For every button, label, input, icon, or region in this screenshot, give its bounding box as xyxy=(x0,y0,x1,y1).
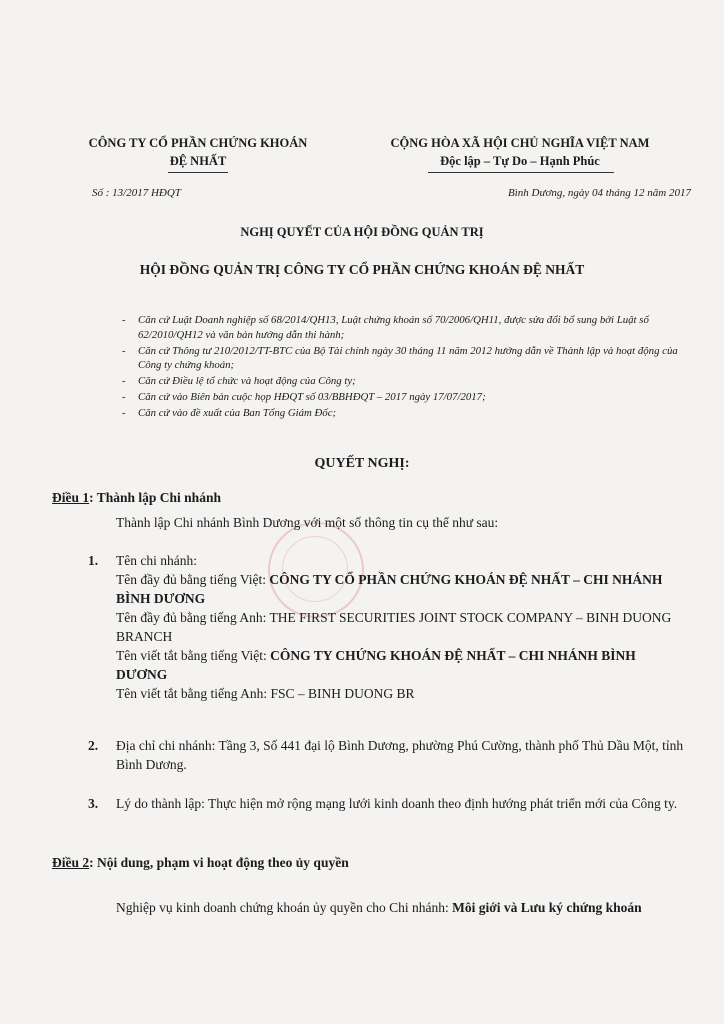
motto-underline xyxy=(428,172,614,173)
legal-basis-item: - Căn cứ vào Biên bản cuộc họp HĐQT số 03/BBHĐQT – 2017 ngày 17/07/2017; xyxy=(122,390,682,405)
article2-services: Môi giới và Lưu ký chứng khoán xyxy=(452,900,642,915)
legal-basis-item: - Căn cứ vào đề xuất của Ban Tổng Giám Đốc; xyxy=(122,406,682,421)
article2-heading xyxy=(52,855,349,871)
legal-basis-item: - Căn cứ Điều lệ tổ chức và hoạt động của Công ty; xyxy=(122,374,682,389)
establishment-reason: Lý do thành lập: Thực hiện mở rộng mạng lưới kinh doanh theo định hướng phát triển mới của Công ty. xyxy=(116,796,678,811)
article2-title: : Nội dung, phạm vi hoạt động theo ủy quyền xyxy=(89,855,349,870)
company-name-line2: ĐỆ NHẤT xyxy=(169,154,227,168)
article2-label: Điều 2 xyxy=(52,855,90,870)
company-name-line1: CÔNG TY CỔ PHẦN CHỨNG KHOÁN xyxy=(88,136,308,150)
article1-title: : Thành lập Chi nhánh xyxy=(89,490,221,505)
board-title: HỘI ĐỒNG QUẢN TRỊ CÔNG TY CỔ PHẦN CHỨNG KHOÁN ĐỆ NHẤT xyxy=(139,262,585,277)
company-header xyxy=(78,134,318,170)
branch-name-block xyxy=(116,551,686,703)
short-name-vi-value: CÔNG TY CHỨNG KHOÁN ĐỆ NHẤT – CHI NHÁNH BÌNH DƯƠNG xyxy=(116,648,636,682)
full-name-vietnamese xyxy=(116,570,686,608)
legal-basis-item: - Căn cứ Thông tư 210/2012/TT-BTC của Bộ Tài chính ngày 30 tháng 11 năm 2012 hướng dẫn về Thành lập và hoạt động của Công ty chứng khoán; xyxy=(122,344,682,373)
nation-name: CỘNG HÒA XÃ HỘI CHỦ NGHĨA VIỆT NAM xyxy=(390,136,650,150)
full-name-vi-label: Tên đầy đủ bằng tiếng Việt: xyxy=(116,572,270,587)
item-number: 1. xyxy=(88,553,99,568)
short-name-vietnamese xyxy=(116,646,686,684)
article1-intro: Thành lập Chi nhánh Bình Dương với một số thông tin cụ thể như sau: xyxy=(116,515,499,530)
company-underline xyxy=(168,172,228,173)
resolution-title: NGHỊ QUYẾT CỦA HỘI ĐỒNG QUẢN TRỊ xyxy=(240,225,484,239)
nation-motto: Độc lập – Tự Do – Hạnh Phúc xyxy=(440,154,600,168)
decision-heading: QUYẾT NGHỊ: xyxy=(314,456,410,471)
branch-name-heading: Tên chi nhánh: xyxy=(116,553,197,568)
nation-header xyxy=(352,134,688,170)
document-number: Số : 13/2017 HĐQT xyxy=(92,187,181,199)
document-date: Bình Dương, ngày 04 tháng 12 năm 2017 xyxy=(508,187,691,199)
short-name-vi-label: Tên viết tắt bằng tiếng Việt: xyxy=(116,648,271,663)
item-number: 2. xyxy=(88,738,99,753)
full-name-vi-value: CÔNG TY CỔ PHẦN CHỨNG KHOÁN ĐỆ NHẤT – CHI NHÁNH BÌNH DƯƠNG xyxy=(116,572,663,606)
short-name-english: Tên viết tắt bằng tiếng Anh: FSC – BINH DUONG BR xyxy=(116,686,415,701)
article2-text: Nghiệp vụ kinh doanh chứng khoán ủy quyền cho Chi nhánh: xyxy=(116,900,453,915)
article2-content xyxy=(116,898,686,917)
item-number: 3. xyxy=(88,796,99,811)
legal-bases-list xyxy=(122,313,682,422)
article1-label: Điều 1 xyxy=(52,490,90,505)
full-name-english: Tên đầy đủ bằng tiếng Anh: THE FIRST SECURITIES JOINT STOCK COMPANY – BINH DUONG BRANCH xyxy=(116,610,672,644)
legal-basis-item: - Căn cứ Luật Doanh nghiệp số 68/2014/QH13, Luật chứng khoán số 70/2006/QH11, được sửa đổi bổ sung bởi Luật số 62/2010/QH12 và văn bản hướng dẫn thi hành; xyxy=(122,313,682,342)
branch-address: Địa chỉ chi nhánh: Tầng 3, Số 441 đại lộ Bình Dương, phường Phú Cường, thành phố Thủ Dầu Một, tỉnh Bình Dương. xyxy=(116,738,684,772)
article1-heading xyxy=(52,490,221,506)
